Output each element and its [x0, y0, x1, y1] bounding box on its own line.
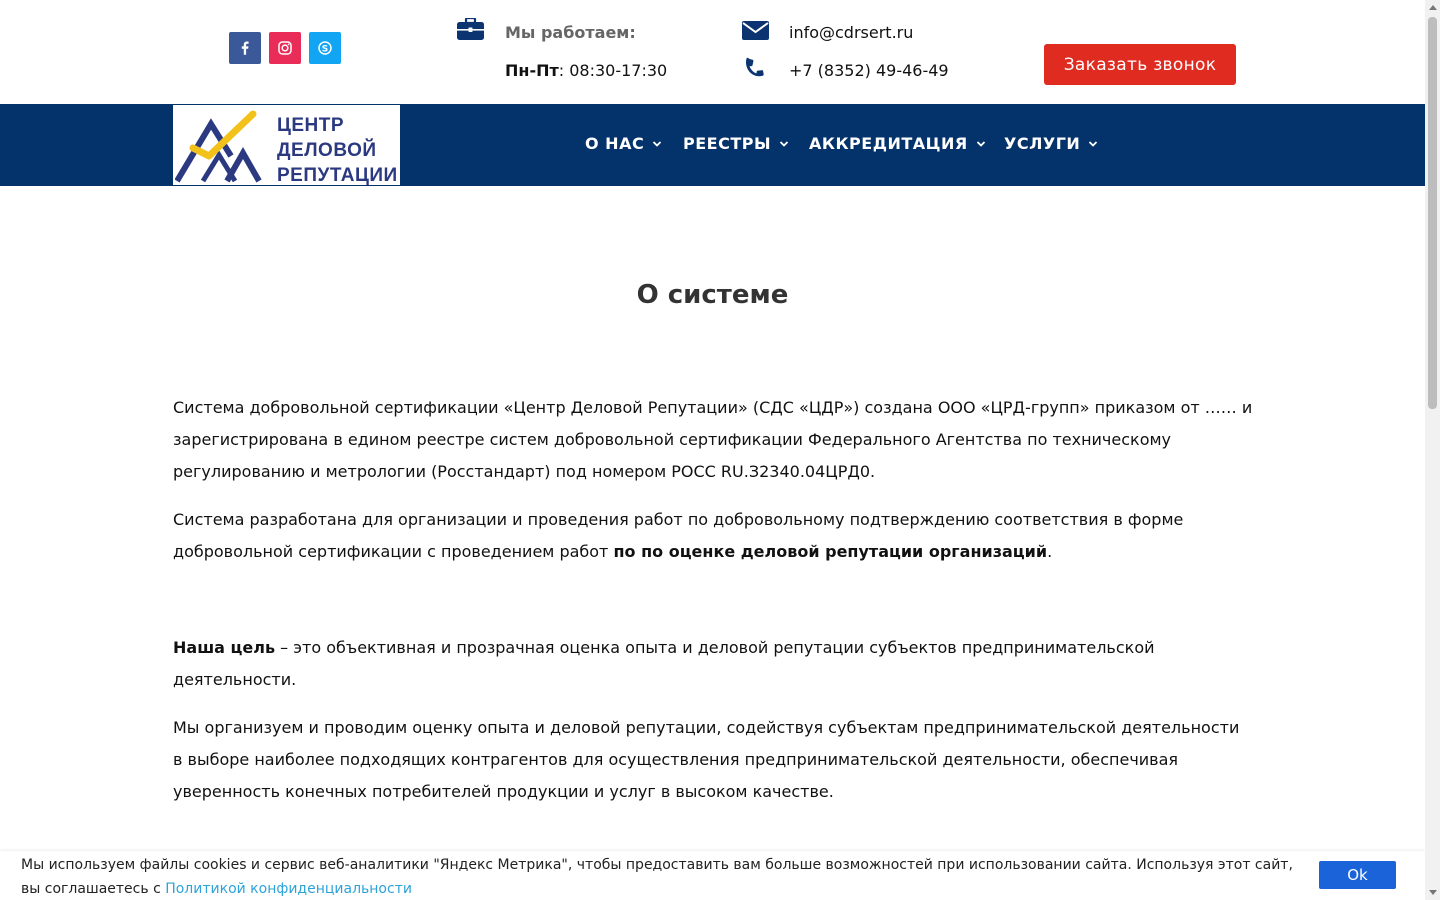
main-navbar: [0, 104, 1425, 186]
paragraph-goal: [173, 632, 1253, 696]
nav-item-label: УСЛУГИ: [1004, 134, 1081, 153]
logo-text: [277, 113, 398, 188]
paragraph-text: – это объективная и прозрачная оценка опыта и деловой репутации субъектов предпринимательской деятельности.: [173, 638, 1155, 689]
hours-text: [505, 61, 667, 80]
top-bar: [0, 0, 1425, 104]
facebook-icon: [236, 39, 254, 57]
paragraph-about-system: Система добровольной сертификации «Центр Деловой Репутации» (СДС «ЦДР») создана ООО «ЦРД-групп» приказом от …… и зарегистрирована в едином реестре систем добровольной сертификации Федерального Агентства по техническому регулированию и метрологии (Росстандарт) под номером РОСС RU.З2340.04ЦРД0.: [173, 398, 1253, 481]
nav-item-label: АККРЕДИТАЦИЯ: [809, 134, 968, 153]
cookie-ok-button[interactable]: Ok: [1319, 861, 1396, 889]
hours-label: Мы работаем:: [505, 23, 636, 42]
scroll-down-arrow-icon[interactable]: [1425, 886, 1440, 900]
briefcase-icon: [457, 18, 484, 40]
scrollbar-thumb[interactable]: [1428, 17, 1437, 409]
chevron-down-icon: [976, 139, 986, 149]
logo-line-3: РЕПУТАЦИИ: [277, 165, 398, 186]
order-call-button[interactable]: Заказать звонок: [1044, 44, 1236, 85]
instagram-link[interactable]: [269, 32, 301, 64]
cookie-banner: [0, 851, 1425, 900]
hours-time: : 08:30-17:30: [558, 61, 668, 80]
phone-icon: [743, 56, 767, 80]
page-title: О системе: [636, 280, 789, 310]
hours-days: Пн-Пт: [505, 61, 559, 80]
skype-link[interactable]: [309, 32, 341, 64]
nav-item-accreditation[interactable]: [809, 134, 986, 153]
paragraph-mission: Мы организуем и проводим оценку опыта и деловой репутации, содействуя субъектам предпринимательской деятельности в выборе наиболее подходящих контрагентов для осуществления предпринимательской деятельности, обеспечивая уверенность конечных потребителей продукции и услуг в высоком качестве.: [173, 718, 1240, 801]
scroll-up-arrow-icon[interactable]: [1425, 0, 1440, 14]
chevron-down-icon: [652, 139, 662, 149]
nav-item-label: РЕЕСТРЫ: [683, 134, 772, 153]
paragraph-purpose: [173, 504, 1253, 568]
logo-line-1: ЦЕНТР: [277, 115, 345, 136]
svg-text:S: S: [321, 44, 329, 55]
logo-emblem-icon: [175, 108, 273, 184]
nav-item-about[interactable]: [585, 134, 662, 153]
paragraph-emphasis: Наша цель: [173, 638, 276, 657]
paragraph-text: Система разработана для организации и проведения работ по добровольному подтверждению соответствия в форме добровольной сертификации с проведением работ: [173, 510, 1184, 561]
cookie-message: Мы используем файлы cookies и сервис веб-аналитики "Яндекс Метрика", чтобы предоставить вам больше возможностей при использовании сайта. Используя этот сайт, вы соглашаетесь с: [21, 857, 1293, 897]
chevron-down-icon: [779, 139, 789, 149]
phone-link[interactable]: +7 (8352) 49-46-49: [789, 61, 949, 80]
chevron-down-icon: [1088, 139, 1098, 149]
privacy-policy-link[interactable]: Политикой конфиденциальности: [165, 881, 412, 897]
cookie-text: [21, 853, 1311, 900]
nav-item-services[interactable]: [1004, 134, 1098, 153]
nav-item-registries[interactable]: [683, 134, 789, 153]
skype-icon: [316, 39, 334, 57]
paragraph-emphasis: по по оценке деловой репутации организаций: [613, 542, 1048, 561]
nav-item-label: О НАС: [585, 134, 645, 153]
logo-line-2: ДЕЛОВОЙ: [277, 140, 377, 161]
instagram-icon: [276, 39, 294, 57]
paragraph-text: .: [1047, 542, 1053, 561]
envelope-icon: [742, 21, 769, 40]
facebook-link[interactable]: [229, 32, 261, 64]
vertical-scrollbar[interactable]: [1425, 0, 1440, 900]
site-logo[interactable]: [173, 105, 400, 185]
email-link[interactable]: info@cdrsert.ru: [789, 23, 914, 42]
